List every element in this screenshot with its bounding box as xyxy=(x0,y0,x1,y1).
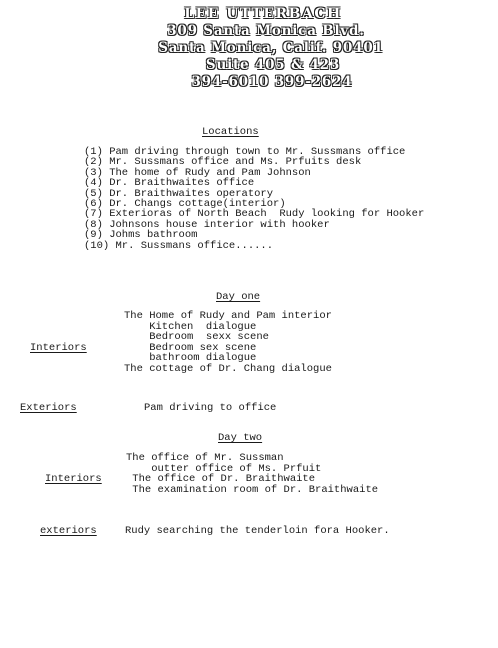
location-item: (4) Dr. Braithwaites office xyxy=(84,177,255,190)
day-one-exteriors-text: Pam driving to office xyxy=(144,402,277,414)
location-item: (5) Dr. Braithwaites operatory xyxy=(84,187,274,200)
scene-line: bathroom dialogue xyxy=(124,352,257,364)
locations-list xyxy=(84,147,424,251)
letterhead-phones: 394-6010 399-2624 xyxy=(191,74,353,90)
scene-line: Bedroom sex scene xyxy=(124,341,257,354)
location-item: (3) The home of Rudy and Pam Johnson xyxy=(84,166,311,179)
location-item: (8) Johnsons house interior with hooker xyxy=(84,218,330,231)
day-two-exteriors-label: exteriors xyxy=(40,525,97,537)
location-item: (10) Mr. Sussmans office...... xyxy=(84,239,274,252)
location-item: (1) Pam driving through town to Mr. Sussmans office xyxy=(84,146,406,158)
day-one-interiors-label: Interiors xyxy=(30,342,87,354)
day-one-interiors-list xyxy=(124,311,332,374)
scene-line: outter office of Ms. Prfuit xyxy=(126,462,322,475)
letterhead-suite: Suite 405 & 423 xyxy=(205,57,341,73)
letterhead-address-line2: Santa Monica, Calif. 90401 xyxy=(158,40,384,56)
day-one-exteriors-label: Exteriors xyxy=(20,402,77,414)
day-two-interiors-label: Interiors xyxy=(45,473,102,485)
letterhead-name: LEE UTTERBACH xyxy=(184,6,342,22)
scene-line: The examination room of Dr. Braithwaite xyxy=(126,483,379,496)
day-two-heading: Day two xyxy=(218,432,263,444)
letterhead-address-line1: 309 Santa Monica Blvd. xyxy=(167,23,365,39)
location-item: (6) Dr. Changs cottage(interior) xyxy=(84,198,286,211)
scene-line: The office of Mr. Sussman xyxy=(126,452,284,464)
location-item: (9) Johms bathroom xyxy=(84,229,198,242)
scene-line: Bedroom sexx scene xyxy=(124,331,269,343)
location-item: (2) Mr. Sussmans office and Ms. Prfuits desk xyxy=(84,156,362,169)
day-two-interiors-list xyxy=(126,453,378,495)
locations-heading: Locations xyxy=(202,126,259,138)
day-two-exteriors-text: Rudy searching the tenderloin fora Hooker. xyxy=(125,525,390,537)
day-one-heading: Day one xyxy=(216,291,261,303)
scene-line: The Home of Rudy and Pam interior xyxy=(124,310,332,322)
location-item: (7) Exterioras of North Beach Rudy looking for Hooker xyxy=(84,208,425,221)
scene-line: The office of Dr. Braithwaite xyxy=(126,473,316,485)
scene-line: The cottage of Dr. Chang dialogue xyxy=(124,362,332,375)
scene-line: Kitchen dialogue xyxy=(124,320,257,333)
